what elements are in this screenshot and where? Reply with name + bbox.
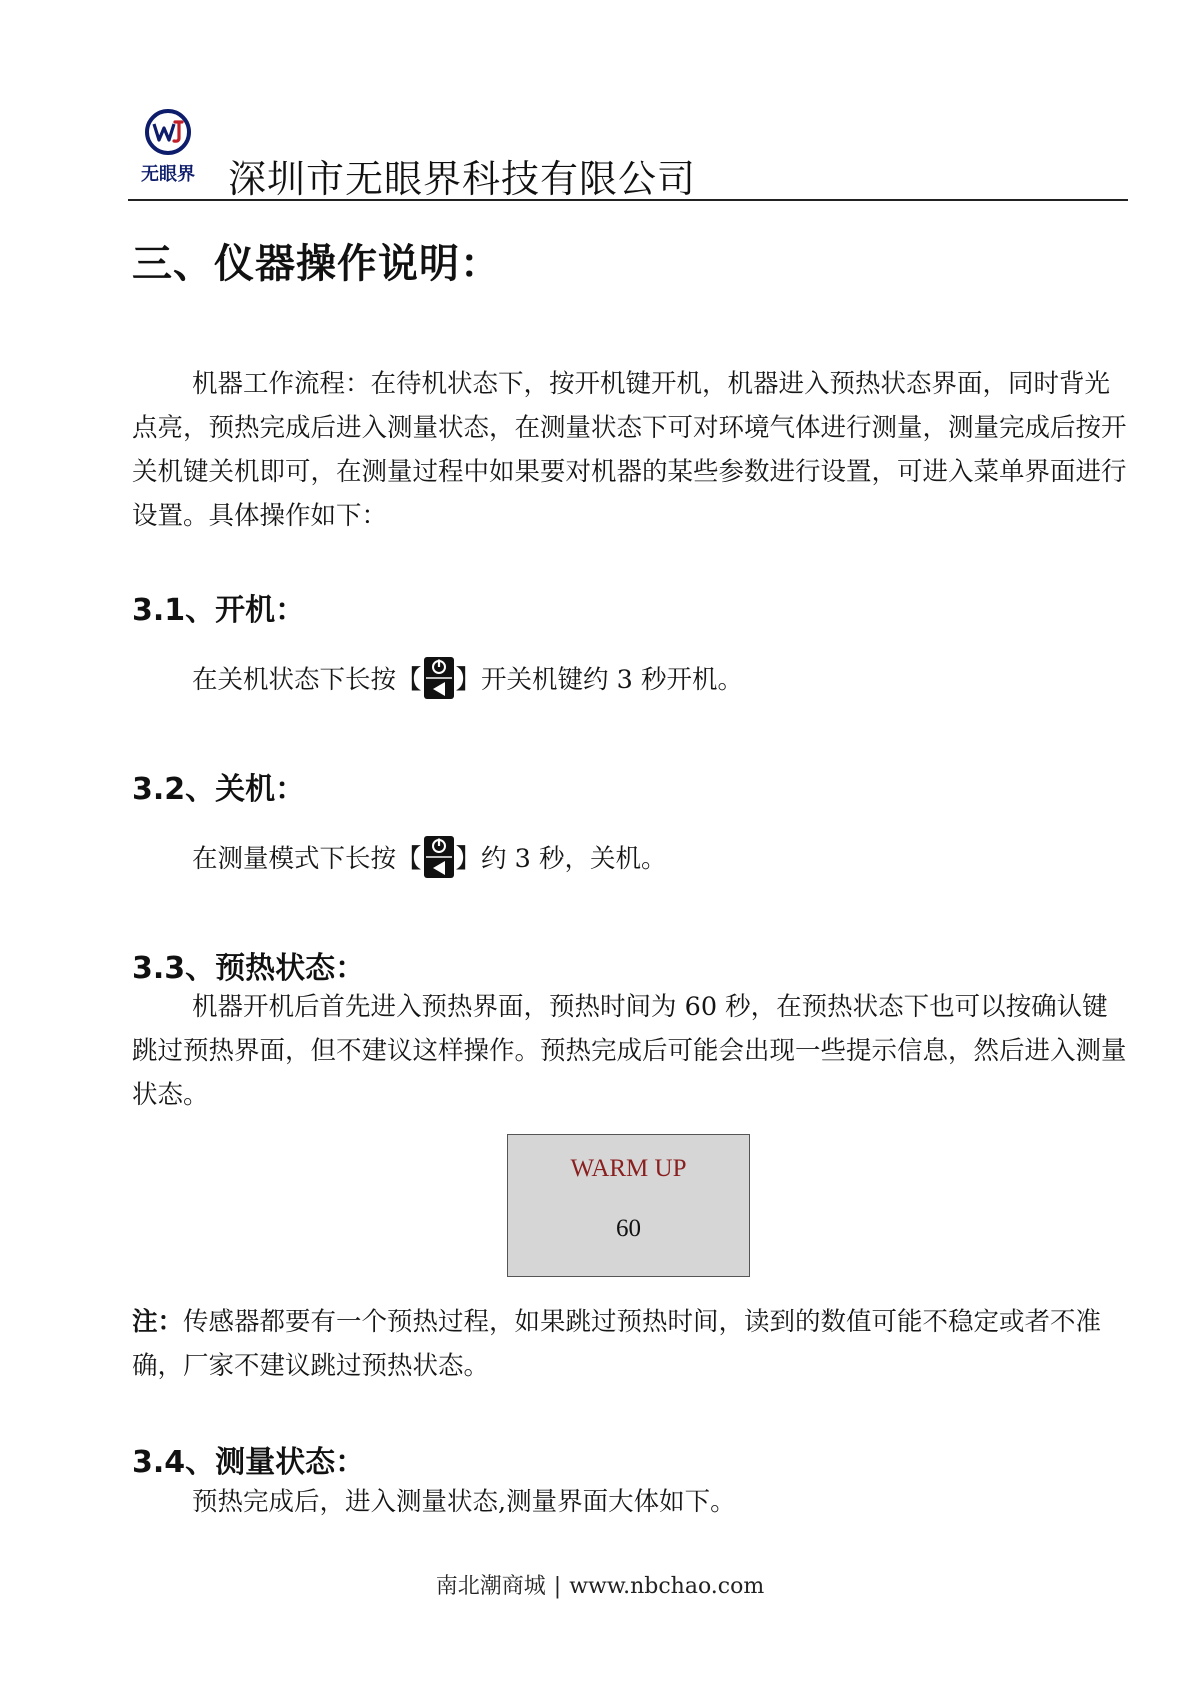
warmup-title: WARM UP	[570, 1155, 687, 1182]
note-label: 注：	[132, 1307, 184, 1337]
section-text-power-off	[192, 835, 666, 881]
text-after-key: 】约 3 秒，关机。	[455, 844, 667, 874]
header-divider	[128, 199, 1128, 201]
section-text-power-on	[192, 656, 743, 702]
warmup-screen	[507, 1134, 750, 1277]
footer-separator: |	[553, 1574, 562, 1599]
company-logo	[134, 108, 202, 188]
note-text: 传感器都要有一个预热过程，如果跳过预热时间，读到的数值可能不稳定或者不准确，厂家不建议跳过预热状态。	[132, 1307, 1102, 1381]
footer-url-link[interactable]: www.nbchao.com	[569, 1574, 765, 1599]
company-name: 深圳市无眼界科技有限公司	[228, 157, 697, 201]
section-text-warmup: 机器开机后首先进入预热界面，预热时间为 60 秒，在预热状态下也可以按确认键跳过预热界面，但不建议这样操作。预热完成后可能会出现一些提示信息，然后进入测量状态。	[132, 992, 1127, 1110]
text-after-key: 】开关机键约 3 秒开机。	[455, 665, 743, 695]
page-title: 三、仪器操作说明：	[132, 241, 501, 287]
power-back-key-icon	[423, 656, 455, 700]
power-back-key-icon	[423, 835, 455, 879]
text-before-key: 在测量模式下长按【	[192, 844, 422, 874]
section-heading-power-off: 3.2、关机：	[132, 772, 306, 807]
warmup-countdown: 60	[616, 1215, 641, 1242]
intro-paragraph: 机器工作流程：在待机状态下，按开机键开机，机器进入预热状态界面，同时背光点亮，预热完成后进入测量状态，在测量状态下可对环境气体进行测量，测量完成后按开关机键关机即可，在测量过程中如果要对机器的某些参数进行设置，可进入菜单界面进行设置。具体操作如下：	[132, 369, 1127, 531]
logo-text: 无眼界	[141, 164, 195, 185]
section-text-measure: 预热完成后，进入测量状态,测量界面大体如下。	[192, 1487, 736, 1517]
section-heading-power-on: 3.1、开机：	[132, 593, 306, 628]
section-heading-measure: 3.4、测量状态：	[132, 1445, 366, 1480]
logo-mark-icon	[144, 108, 192, 156]
footer	[0, 1569, 1200, 1600]
text-before-key: 在关机状态下长按【	[192, 665, 422, 695]
footer-site-name: 南北潮商城	[435, 1574, 546, 1599]
section-heading-warmup: 3.3、预热状态：	[132, 951, 366, 986]
warmup-note	[132, 1300, 1128, 1388]
